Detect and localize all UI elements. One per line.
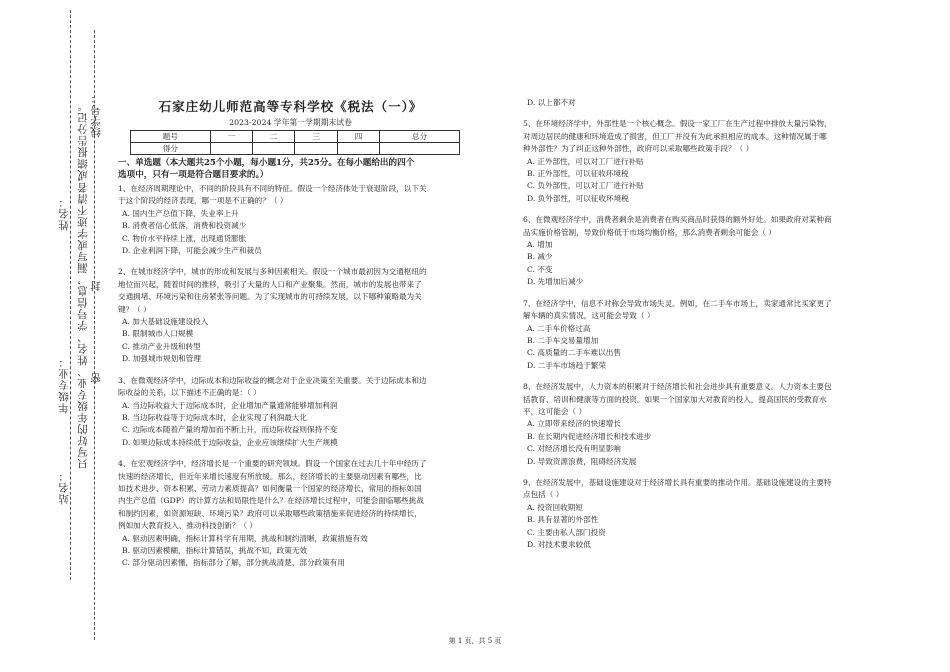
- left-column: [118, 157, 463, 570]
- station-label: 站名：: [58, 470, 70, 505]
- question-stem-line: 7、在经济学中，信息不对称会导致市场失灵。例如，在二手车市场上，卖家通常比买家更了: [523, 298, 832, 308]
- score-cell[interactable]: [380, 143, 460, 155]
- score-cell[interactable]: [253, 143, 295, 155]
- question: [523, 381, 868, 468]
- notice-bottom: 只写好的年级专业、姓名、学号信息，漏写或字迹不清者，: [77, 170, 89, 469]
- answer-option[interactable]: C. 负外部性，可以对工厂进行补贴: [527, 181, 644, 191]
- question-stem-line: 3、在微观经济学中，边际成本和边际收益的概念对于企业决策至关重要。关于边际成本和边: [118, 375, 427, 385]
- answer-option[interactable]: C. 推动产业升级和转型: [122, 341, 201, 351]
- answer-option[interactable]: D. 以上都不对: [527, 98, 576, 107]
- section-title-line: 选项中，只有一项是符合题目要求的。）: [118, 170, 269, 180]
- answer-option[interactable]: C. 高质量的二手车难以出售: [527, 348, 621, 358]
- question-stem-line: 交通拥堵、环境污染和住房紧张等问题。为了实现城市的可持续发展，以下哪种策略最为关: [118, 292, 422, 302]
- question-gap: [118, 257, 463, 264]
- answer-option[interactable]: A. 增加: [527, 240, 553, 250]
- question: [118, 183, 463, 257]
- answer-option[interactable]: B. 二手车交易量增加: [527, 335, 599, 345]
- question: [118, 458, 463, 570]
- score-header-cell: 一: [210, 131, 252, 143]
- question-stem-line: 如技术进步、资本积累、劳动力素质提高？如何衡量一个国家的经济增长，常用的指标如国: [118, 483, 422, 493]
- page-footer: 第 1 页，共 5 页: [448, 637, 502, 645]
- score-header-cell: 三: [295, 131, 337, 143]
- question-stem-line: 地位而兴起，随着时间的推移，吸引了大量的人口和产业聚集。然而，城市的发展也带来了: [118, 279, 422, 289]
- section-title: [118, 157, 463, 181]
- question-stem-line: 1、在经济周期理论中，不同的阶段具有不同的特征。假设一个经济体处于衰退阶段，以下关: [118, 184, 427, 193]
- answer-option[interactable]: C. 边际成本随着产量的增加而不断上升，而边际收益则保持不变: [122, 425, 338, 435]
- score-cell[interactable]: [337, 143, 379, 155]
- question-stem-line: 点包括（ ）: [523, 490, 564, 500]
- answer-option[interactable]: C. 对经济增长没有明显影响: [527, 444, 621, 454]
- answer-option[interactable]: A. 国内生产总值下降，失业率上升: [122, 208, 239, 218]
- score-cell[interactable]: [295, 143, 337, 155]
- question-stem-line: 快速的经济增长，但近年来增长速度有所放缓。那么，经济增长的主要驱动因素有哪些，比: [118, 471, 422, 481]
- seal-label: 封: [90, 280, 102, 292]
- right-column: [523, 95, 868, 551]
- student-id-label: 学号：: [90, 92, 102, 127]
- score-header-cell: 二: [253, 131, 295, 143]
- question: [523, 477, 868, 551]
- answer-option[interactable]: C. 物价水平持续上涨，出现通货膨胀: [122, 233, 247, 243]
- answer-option[interactable]: D. 如果边际成本持续低于边际收益，企业应该继续扩大生产规模: [122, 437, 338, 447]
- answer-option[interactable]: A. 当边际收益大于边际成本时，企业增加产量通常能够增加利润: [122, 400, 338, 410]
- question: [118, 266, 463, 365]
- exam-title: 石家庄幼儿师范高等专科学校《税法（一）》: [158, 99, 423, 114]
- right-question-list: [523, 97, 868, 551]
- question-stem-line: 内生产总值（GDP）的计算方法和局限性是什么？在经济增长过程中，可能会面临哪些挑战: [118, 496, 424, 506]
- question-stem-line: 种外部性？为了纠正这种外部性，政府可以采取哪些政策手段？（ ）: [523, 144, 754, 154]
- question-stem-line: 对周边居民的健康和环境造成了损害，但工厂并没有为此承担相应的成本。这种情况属于哪: [523, 131, 827, 141]
- score-table-header-row: [131, 131, 460, 143]
- notice-top: 成绩报告分记。: [77, 100, 89, 181]
- score-table: [130, 130, 460, 155]
- answer-option[interactable]: B. 在长期内促进经济增长和技术进步: [527, 431, 652, 441]
- question-gap: [118, 449, 463, 456]
- section-title-line: 一、单选题（本大题共25个小题，每小题1分，共25分。在每小题给出的四个: [118, 158, 415, 168]
- question-stem-line: 5、在环境经济学中，外部性是一个核心概念。假设一家工厂在生产过程中排放大量污染物，: [523, 119, 832, 129]
- answer-option[interactable]: A. 正外部性，可以对工厂进行补贴: [527, 156, 644, 166]
- question: [118, 375, 463, 449]
- question-stem-line: 例如加大教育投入、推动科技创新？（ ）: [118, 521, 258, 531]
- question-gap: [523, 205, 868, 212]
- answer-option[interactable]: D. 导致资源浪费，阻碍经济发展: [527, 456, 637, 466]
- left-question-list: [118, 183, 463, 570]
- question-gap: [523, 468, 868, 475]
- answer-option[interactable]: B. 减少: [527, 252, 553, 262]
- question: [523, 298, 868, 372]
- question-stem-line: 8、在经济发展中，人力资本的积累对于经济增长和社会进步具有重要意义。人力资本主要包: [523, 382, 832, 392]
- answer-option[interactable]: C. 不变: [527, 264, 553, 274]
- question: [523, 97, 868, 109]
- answer-option[interactable]: A. 立即带来经济的快速增长: [527, 419, 621, 429]
- question-stem-line: 6、在微观经济学中，消费者剩余是消费者在购买商品时获得的额外好处。如果政府对某种商: [523, 215, 832, 225]
- answer-option[interactable]: D. 企业利润下降，可能会减少生产和裁员: [122, 246, 262, 256]
- question: [523, 118, 868, 205]
- score-cell[interactable]: [210, 143, 252, 155]
- question-stem-line: 于这个阶段的经济表现，哪一项是不正确的？（ ）: [118, 196, 288, 206]
- question-gap: [523, 289, 868, 296]
- question-gap: [118, 366, 463, 373]
- binding-margin: [0, 0, 110, 672]
- question-stem-line: 2、在城市经济学中，城市的形成和发展与多种因素相关。假设一个城市最初因为交通枢纽的: [118, 267, 427, 277]
- grade-major-label: 年级专业：: [58, 356, 70, 414]
- question-stem-line: 际收益的关系，以下描述不正确的是：（ ）: [118, 388, 261, 398]
- answer-option[interactable]: C. 主要由私人部门投资: [527, 527, 606, 537]
- question-stem-line: 括教育、培训和健康等方面的投资。如果一个国家加大对教育的投入，提高国民的受教育水: [523, 394, 827, 404]
- score-header-cell: 总分: [380, 131, 460, 143]
- answer-option[interactable]: B. 具有显著的外部性: [527, 515, 599, 525]
- answer-option[interactable]: B. 限制城市人口规模: [122, 329, 194, 339]
- score-row-label: 得分: [131, 143, 211, 155]
- question-gap: [523, 372, 868, 379]
- answer-option[interactable]: C. 部分驱动因素懂，指标部分了解，部分挑战清楚，部分政策有用: [122, 558, 345, 568]
- question-stem-line: 9、在经济发展中，基础设施建设对于经济增长具有重要的推动作用。基础设施建设的主要特: [523, 477, 832, 487]
- answer-option[interactable]: A. 驱动因素明确，指标计算科学有用期，挑战和制约清晰，政策措施有效: [122, 533, 368, 543]
- answer-option[interactable]: B. 正外部性，可以征收环境税: [527, 169, 629, 179]
- exam-subtitle: 2023-2024 学年第一学期期末试卷: [229, 118, 352, 127]
- question: [523, 214, 868, 288]
- tear-label: 密: [90, 372, 102, 384]
- answer-option[interactable]: D. 先增加后减少: [527, 277, 584, 287]
- answer-option[interactable]: D. 负外部性，可以征收环境税: [527, 193, 629, 203]
- notice-mid: 线: [90, 126, 102, 138]
- question-stem-line: 平，这可能会（ ）: [523, 406, 587, 416]
- answer-option[interactable]: D. 二手车市场趋于繁荣: [527, 360, 606, 370]
- answer-option[interactable]: B. 消费者信心低落，消费和投资减少: [122, 221, 247, 231]
- question-stem-line: 4、在宏观经济学中，经济增长是一个重要的研究领域。假设一个国家在过去几十年中经历了: [118, 459, 427, 469]
- question-stem-line: 品实施价格管制，导致价格低于市场均衡价格，那么消费者剩余可能会（ ）: [523, 227, 777, 237]
- question-stem-line: 解车辆的真实情况，这可能会导致（ ）: [523, 311, 655, 321]
- answer-option[interactable]: B. 驱动因素模糊，指标计算错误，挑战不知，政策无效: [122, 545, 308, 555]
- question-stem-line: 键？（ ）: [118, 304, 151, 314]
- answer-option[interactable]: D. 对技术要求较低: [527, 540, 591, 549]
- answer-option[interactable]: A. 加大基础设施建设投入: [122, 317, 209, 327]
- answer-option[interactable]: A. 二手车价格过高: [527, 323, 591, 333]
- answer-option[interactable]: B. 当边际收益等于边际成本时，企业实现了利润最大化: [122, 412, 308, 422]
- question-stem-line: 和制约因素，如资源短缺、环境污染？政府可以采取哪些政策措施来促进经济的持续增长，: [118, 508, 422, 518]
- score-table-score-row: [131, 143, 460, 155]
- question-gap: [523, 109, 868, 116]
- answer-option[interactable]: A. 投资回收期短: [527, 502, 583, 512]
- answer-option[interactable]: D. 加强城市规划和管理: [122, 354, 201, 364]
- name-label: 姓名：: [58, 196, 70, 231]
- score-header-cell: 题号: [131, 131, 211, 143]
- score-header-cell: 四: [337, 131, 379, 143]
